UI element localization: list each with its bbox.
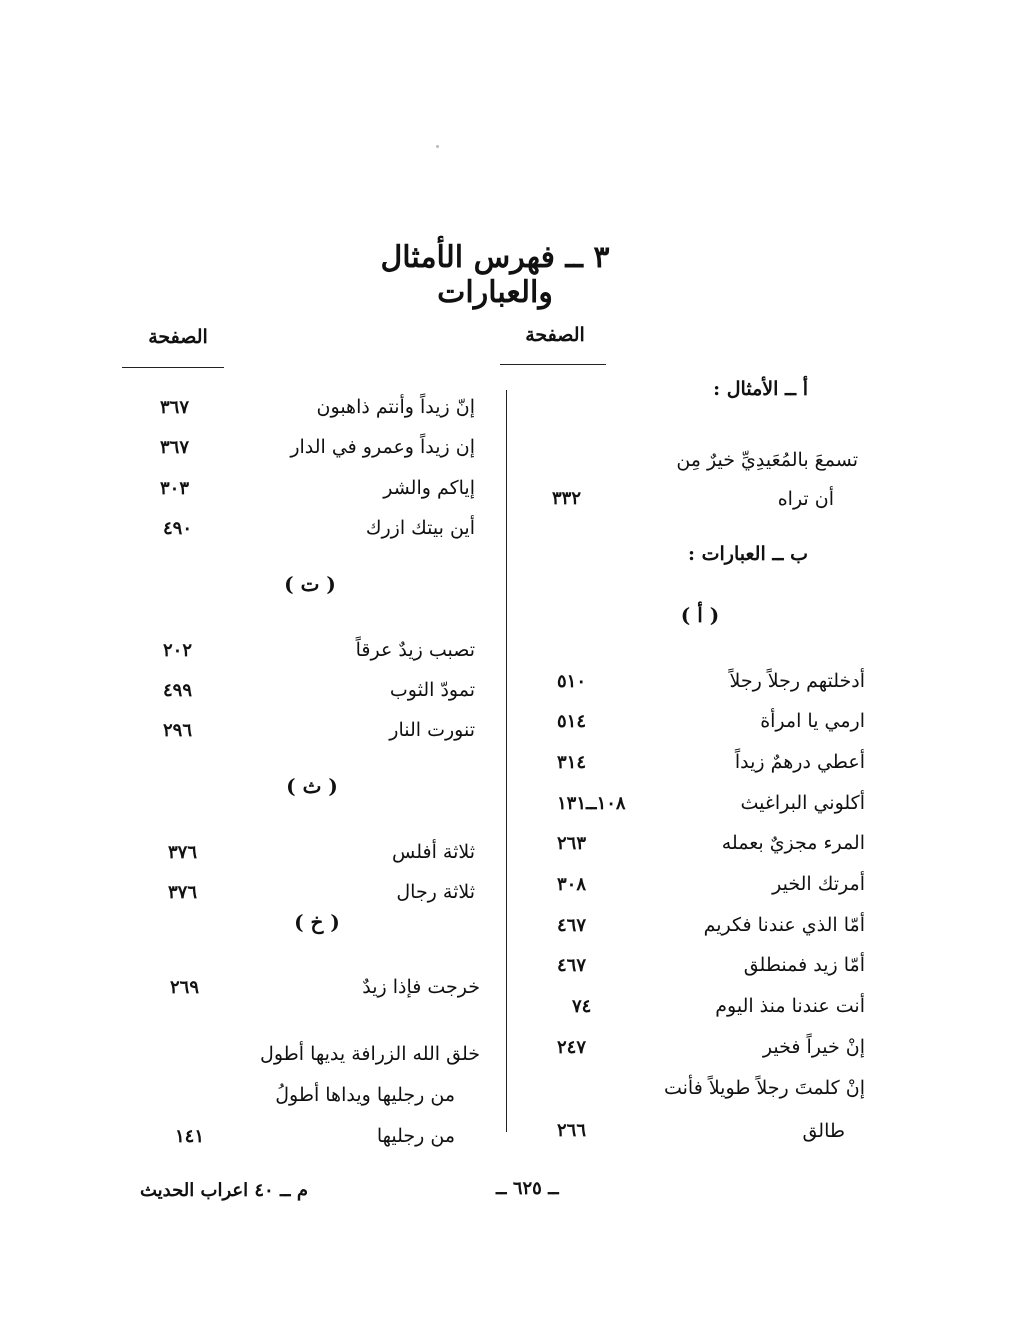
right-entry-text: أمّا الذي عندنا فكريم bbox=[703, 914, 865, 936]
section-phrases-heading: ب ــ العبارات : bbox=[688, 543, 808, 565]
letter-heading-tha: ( ث ) bbox=[286, 774, 338, 798]
section-proverbs-heading: أ ــ الأمثال : bbox=[713, 378, 808, 400]
left-entry-text: خرجت فإذا زيدٌ bbox=[362, 976, 480, 998]
right-entry-page: ٣١٤ bbox=[557, 752, 587, 773]
left-entry-text: إن زيداً وعمرو في الدار bbox=[290, 436, 475, 458]
left-entry-text: تمودّ الثوب bbox=[389, 679, 475, 701]
left-entry-page: ٣٦٧ bbox=[160, 397, 190, 418]
left-entry-text: ثلاثة أفلس bbox=[391, 841, 475, 863]
letter-heading-kha: ( خ ) bbox=[294, 910, 340, 934]
column-header-right: الصفحة bbox=[525, 324, 585, 346]
left-entry-page: ٢٠٢ bbox=[163, 640, 193, 661]
right-entry-page: ٢٤٧ bbox=[557, 1037, 587, 1058]
right-entry-page: ٤٦٧ bbox=[557, 915, 587, 936]
right-entry-text: أكلوني البراغيث bbox=[740, 792, 865, 814]
letter-heading-alef: ( أ ) bbox=[680, 603, 720, 627]
header-rule-right bbox=[500, 364, 606, 365]
right-entry-page: ١٠٨ــ١٣١ bbox=[557, 793, 626, 814]
proverb-line1: تسمعَ بالمُعَيدِيِّ خيرٌ مِن bbox=[676, 449, 858, 471]
right-entry-text: المرء مجزيٌ بعمله bbox=[721, 832, 865, 854]
left-entry-page: ٣٧٦ bbox=[168, 842, 198, 863]
right-entry-page: ٤٦٧ bbox=[557, 955, 587, 976]
header-rule-left bbox=[122, 367, 224, 368]
column-header-left: الصفحة bbox=[148, 326, 208, 348]
left-entry-text: ثلاثة رجال bbox=[396, 881, 475, 903]
left-entry-page: ٣٧٦ bbox=[168, 882, 198, 903]
page-number: ــ ٦٢٥ ــ bbox=[496, 1178, 559, 1199]
right-entry-page: ٥١٠ bbox=[557, 671, 587, 692]
left-entry-text: إياكم والشر bbox=[383, 477, 475, 499]
right-entry-text: ارمي يا امرأة bbox=[760, 710, 865, 732]
right-entry-text: إنْ خيراً فخير bbox=[762, 1036, 865, 1058]
right-entry-page: ٥١٤ bbox=[557, 711, 587, 732]
column-divider bbox=[506, 390, 507, 1132]
right-entry-text: أمرتك الخير bbox=[772, 873, 865, 895]
right-entry-page: ٧٤ bbox=[572, 996, 592, 1017]
right-entry-text: أعطي درهمٌ زيداً bbox=[734, 751, 865, 773]
right-last-entry-line1: إنْ كلمتَ رجلاً طويلاً فأنت bbox=[663, 1077, 865, 1099]
left-entry-text: تنورت النار bbox=[389, 719, 475, 741]
left-entry-multiline-line2: من رجليها ويداها أطولُ bbox=[275, 1084, 455, 1106]
right-entry-text: أمّا زيد فمنطلق bbox=[743, 954, 865, 976]
left-entry-page: ٢٩٦ bbox=[163, 720, 193, 741]
proverb-page: ٣٣٢ bbox=[552, 488, 582, 509]
left-entry-multiline-line1: خلق الله الزرافة يديها أطول bbox=[260, 1043, 480, 1065]
page-title: ٣ ــ فهرس الأمثال والعبارات bbox=[380, 240, 610, 310]
left-entry-page: ٢٦٩ bbox=[170, 977, 200, 998]
left-entry-page: ٤٩٩ bbox=[163, 680, 193, 701]
right-entry-page: ٣٠٨ bbox=[557, 874, 587, 895]
left-entry-page: ٣٦٧ bbox=[160, 437, 190, 458]
left-entry-page: ١٤١ bbox=[175, 1126, 205, 1147]
left-entry-text: تصبب زيدٌ عرقاً bbox=[355, 639, 475, 661]
left-entry-page: ٣٠٣ bbox=[160, 478, 190, 499]
right-last-entry-line2: طالق bbox=[802, 1120, 845, 1142]
letter-heading-ta: ( ت ) bbox=[284, 572, 336, 596]
scan-speck bbox=[436, 145, 439, 148]
left-entry-multiline-line3: من رجليها bbox=[376, 1125, 455, 1147]
left-entry-page: ٤٩٠ bbox=[163, 518, 193, 539]
right-entry-text: أنت عندنا منذ اليوم bbox=[715, 995, 865, 1017]
right-entry-text: أدخلتهم رجلاً رجلاً bbox=[729, 670, 865, 692]
proverb-line2: أن تراه bbox=[777, 488, 834, 510]
left-entry-text: إنّ زيداً وأنتم ذاهبون bbox=[316, 396, 475, 418]
right-last-entry-page: ٢٦٦ bbox=[557, 1120, 587, 1141]
book-signature: م ــ ٤٠ اعراب الحديث bbox=[140, 1180, 308, 1201]
right-entry-page: ٢٦٣ bbox=[557, 833, 587, 854]
left-entry-text: أين بيتك ازرك bbox=[365, 517, 475, 539]
